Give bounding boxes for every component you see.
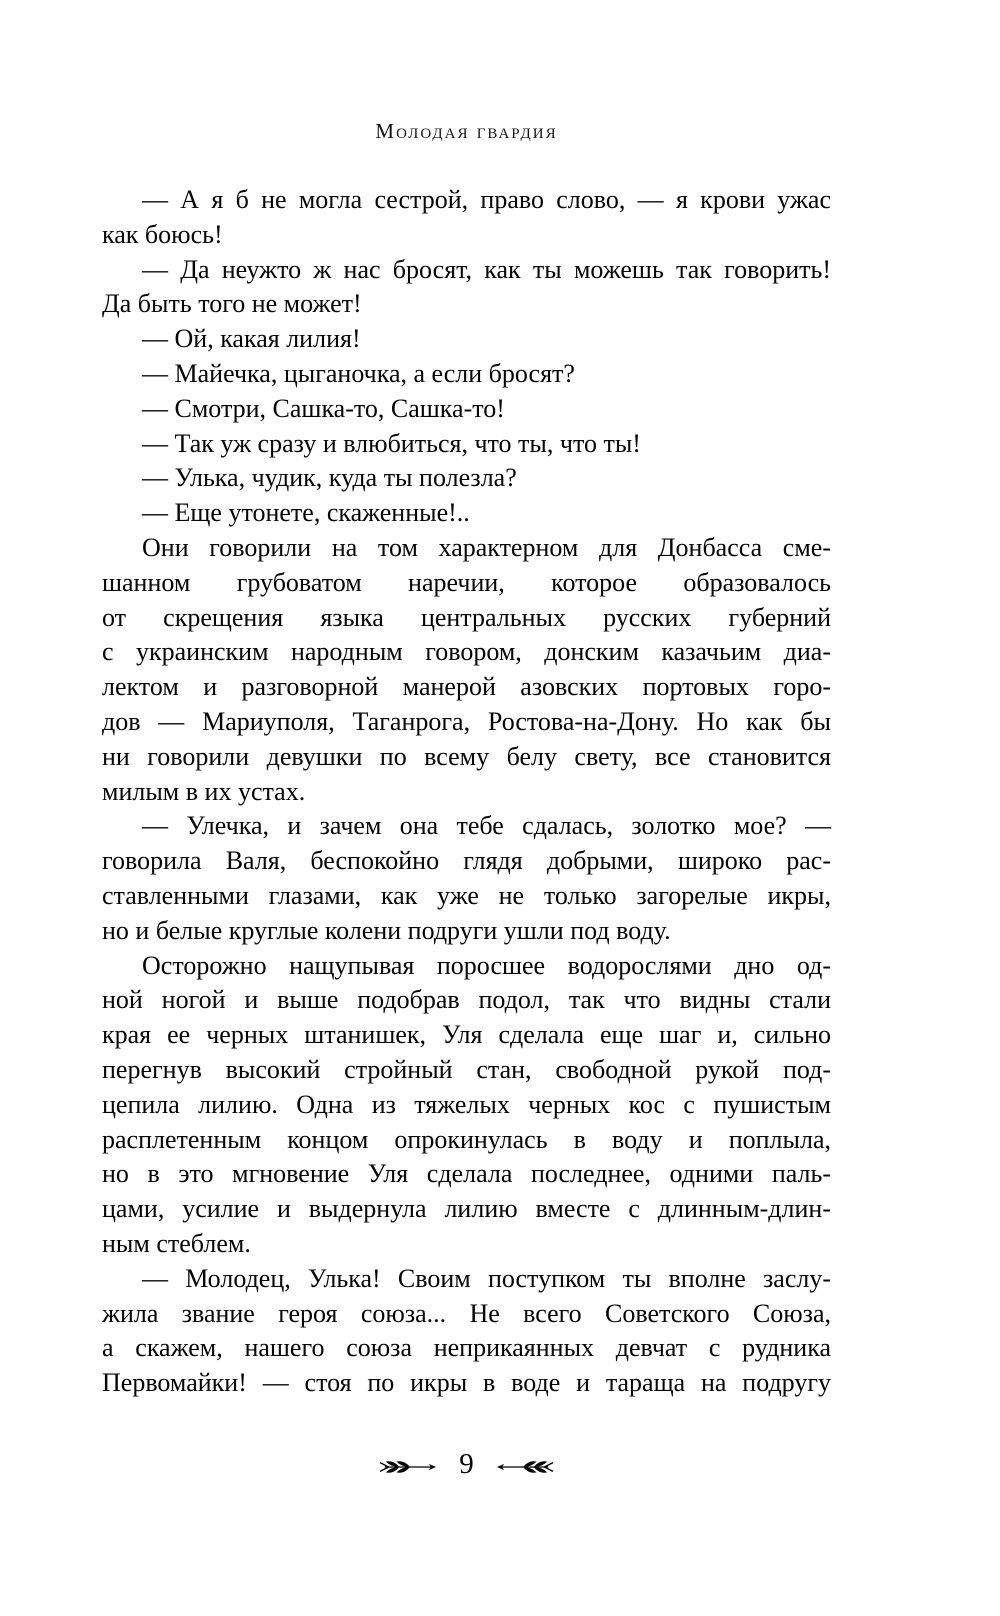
text-line: милым в их устах. (102, 776, 306, 806)
text-line: — Так уж сразу и влюбиться, что ты, что ты! (142, 428, 641, 458)
text-line: как боюсь! (102, 219, 223, 249)
text-line: края ее черных штанишек, Уля сделала еще шаг и, сильно (102, 1020, 831, 1050)
page-text (102, 183, 831, 1401)
text-line: Первомайки! — стоя по икры в воде и тараща на подругу (102, 1368, 831, 1398)
page-number: 9 (459, 1448, 474, 1480)
text-line: расплетенным концом опрокинулась в воду и поплыла, (102, 1124, 831, 1154)
text-line: Да быть того не может! (102, 289, 362, 319)
text-line: Осторожно нащупывая поросшее водорослями дно од- (142, 950, 831, 980)
text-line: дов — Мариуполя, Таганрога, Ростова-на-Дону. Но как бы (102, 706, 831, 736)
text-line: — Улька, чудик, куда ты полезла? (142, 463, 517, 493)
text-line: а скажем, нашего союза неприкаянных девчат с рудника (102, 1333, 831, 1363)
text-line: — Молодец, Улька! Своим поступком ты вполне заслу- (142, 1263, 831, 1293)
text-line: перегнув высокий стройный стан, свободной рукой под- (102, 1054, 831, 1084)
text-line: жила звание героя союза... Не всего Советского Союза, (102, 1298, 831, 1328)
text-line: ставленными глазами, как уже не только загорелые икры, (102, 880, 831, 910)
text-line: — Ой, какая лилия! (142, 324, 361, 354)
text-line: но и белые круглые колени подруги ушли под воду. (102, 915, 671, 945)
fleuron-left-ornament (379, 1458, 437, 1476)
text-line: — Да неужто ж нас бросят, как ты можешь так говорить! (142, 254, 831, 284)
text-line: с украинским народным говором, донским казачьим диа- (102, 637, 831, 667)
text-line: от скрещения языка центральных русских губерний (102, 602, 831, 632)
text-line: — Майечка, цыганочка, а если бросят? (142, 358, 575, 388)
text-line: — Еще утонете, скаженные!.. (142, 498, 470, 528)
text-line: цами, усилие и выдернула лилию вместе с длинным-длин- (102, 1194, 831, 1224)
text-line: — Смотри, Сашка-то, Сашка-то! (142, 393, 505, 423)
text-line: — А я б не могла сестрой, право слово, — я крови ужас (142, 185, 831, 214)
text-line: цепила лилию. Одна из тяжелых черных кос с пушистым (102, 1089, 831, 1119)
text-line: Они говорили на том характерном для Донбасса сме- (142, 532, 831, 562)
fleuron-right-ornament (496, 1458, 554, 1476)
text-line: но в это мгновение Уля сделала последнее, одними паль- (102, 1159, 831, 1189)
running-header: Молодая гвардия (375, 119, 558, 143)
text-line: ни говорили девушки по всему белу свету, все становится (102, 741, 831, 771)
page-footer (102, 1448, 831, 1481)
text-line: ным стеблем. (102, 1228, 251, 1258)
text-line: говорила Валя, беспокойно глядя добрыми, широко рас- (102, 846, 831, 876)
text-line: лектом и разговорной манерой азовских портовых горо- (102, 672, 831, 702)
text-line: шанном грубоватом наречии, которое образовалось (102, 567, 831, 597)
text-line: ной ногой и выше подобрав подол, так что видны стали (102, 985, 831, 1015)
text-line: — Улечка, и зачем она тебе сдалась, золотко мое? — (142, 811, 831, 841)
